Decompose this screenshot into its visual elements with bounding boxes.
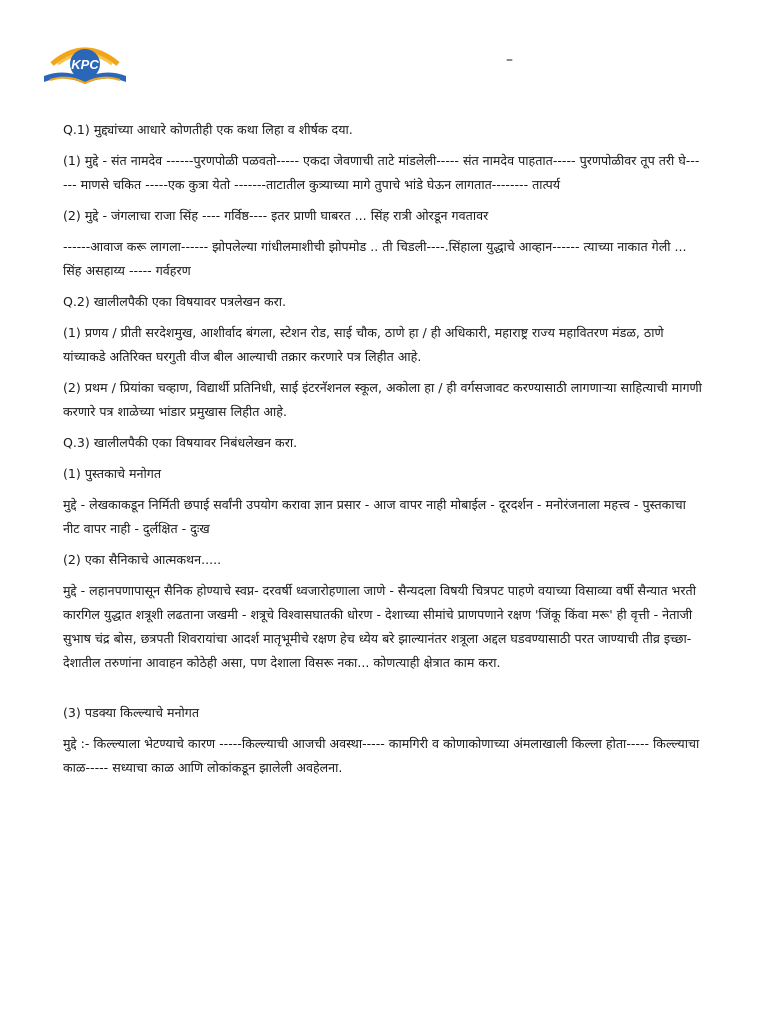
q2-option-1: (1) प्रणय / प्रीती सरदेशमुख, आशीर्वाद बंगला, स्टेशन रोड, साई चौक, ठाणे हा / ही अधिकारी, महाराष्ट्र राज्य महावितरण मंडळ, ठाणे यांच्याकडे अतिरिक्त घरगुती वीज बील आल्याची तक्रार करणारे पत्र लिहीत आहे. <box>63 325 664 364</box>
q3-topic-2: (2) एका सैनिकाचे आत्मकथन..... <box>63 552 222 567</box>
q3-topic-2-points: मुद्दे - लहानपणापासून सैनिक होण्याचे स्वप्न- दरवर्षी ध्वजारोहणाला जाणे - सैन्यदला विषयी चित्रपट पाहणे वयाच्या विसाव्या वर्षी सैन्यात भरती कारगिल युद्धात शत्रूशी लढताना जखमी - शत्रूचे विश्वासघातकी धोरण - देशाच्या सीमांचे प्राणपणाने रक्षण 'जिंकू किंवा मरू' ही वृत्ती - नेताजी सुभाष चंद्र बोस, छत्रपती शिवरायांचा आदर्श मातृभूमीचे रक्षण हेच ध्येय बरे झाल्यानंतर शत्रूला अद्दल घडवण्यासाठी परत जाण्याची तीव्र इच्छा- देशातील तरुणांना आवाहन कोठेही असा, पण देशाला विसरू नका... कोणत्याही क्षेत्रात काम करा. <box>63 583 696 670</box>
q3-heading: Q.3) खालीलपैकी एका विषयावर निबंधलेखन करा. <box>63 435 298 450</box>
q3-topic-1: (1) पुस्तकाचे मनोगत <box>63 466 162 481</box>
q1-point-2-continued: ------आवाज करू लागला------ झोपलेल्या गांधीलमाशीची झोपमोड .. ती चिडली----.सिंहाला युद्धाचे आव्हान------ त्याच्या नाकात गेली ... सिंह असहाय्य ----- गर्वहरण <box>63 239 687 278</box>
svg-text:KPC: KPC <box>71 57 99 72</box>
q2-heading: Q.2) खालीलपैकी एका विषयावर पत्रलेखन करा. <box>63 294 287 309</box>
kpc-logo <box>40 42 130 90</box>
header-dash: – <box>506 52 513 68</box>
q3-topic-3: (3) पडक्या किल्ल्याचे मनोगत <box>63 705 200 720</box>
kpc-logo-graphic <box>40 42 130 90</box>
q1-heading: Q.1) मुद्द्यांच्या आधारे कोणतीही एक कथा लिहा व शीर्षक दया. <box>63 122 353 137</box>
q1-point-1: (1) मुद्दे - संत नामदेव ------पुरणपोळी पळवतो----- एकदा जेवणाची ताटे मांडलेली----- संत नामदेव पाहतात----- पुरणपोळीवर तूप तरी घे------ माणसे चकित -----एक कुत्रा येतो -------ताटातील कुत्र्याच्या मागे तुपाचे भांडे घेऊन लागतात-------- तात्पर्य <box>63 153 700 192</box>
q3-topic-3-points: मुद्दे :- किल्ल्याला भेटण्याचे कारण -----किल्ल्याची आजची अवस्था----- कामगिरी व कोणाकोणाच्या अंमलाखाली किल्ला होता----- किल्ल्याचा काळ----- सध्याचा काळ आणि लोकांकडून झालेली अवहेलना. <box>63 736 700 775</box>
q1-point-2: (2) मुद्दे - जंगलाचा राजा सिंह ---- गर्विष्ठ---- इतर प्राणी घाबरत ... सिंह रात्री ओरडून गवतावर <box>63 208 489 223</box>
document-body <box>63 118 703 787</box>
q3-topic-1-points: मुद्दे - लेखकाकडून निर्मिती छपाई सर्वांनी उपयोग करावा ज्ञान प्रसार - आज वापर नाही मोबाईल - दूरदर्शन - मनोरंजनाला महत्त्व - पुस्तकाचा नीट वापर नाही - दुर्लक्षित - दुःख <box>63 497 686 536</box>
q2-option-2: (2) प्रथम / प्रियांका चव्हाण, विद्यार्थी प्रतिनिधी, साई इंटरनॅशनल स्कूल, अकोला हा / ही वर्गसजावट करण्यासाठी लागणाऱ्या साहित्याची मागणी करणारे पत्र शाळेच्या भांडार प्रमुखास लिहीत आहे. <box>63 380 702 419</box>
